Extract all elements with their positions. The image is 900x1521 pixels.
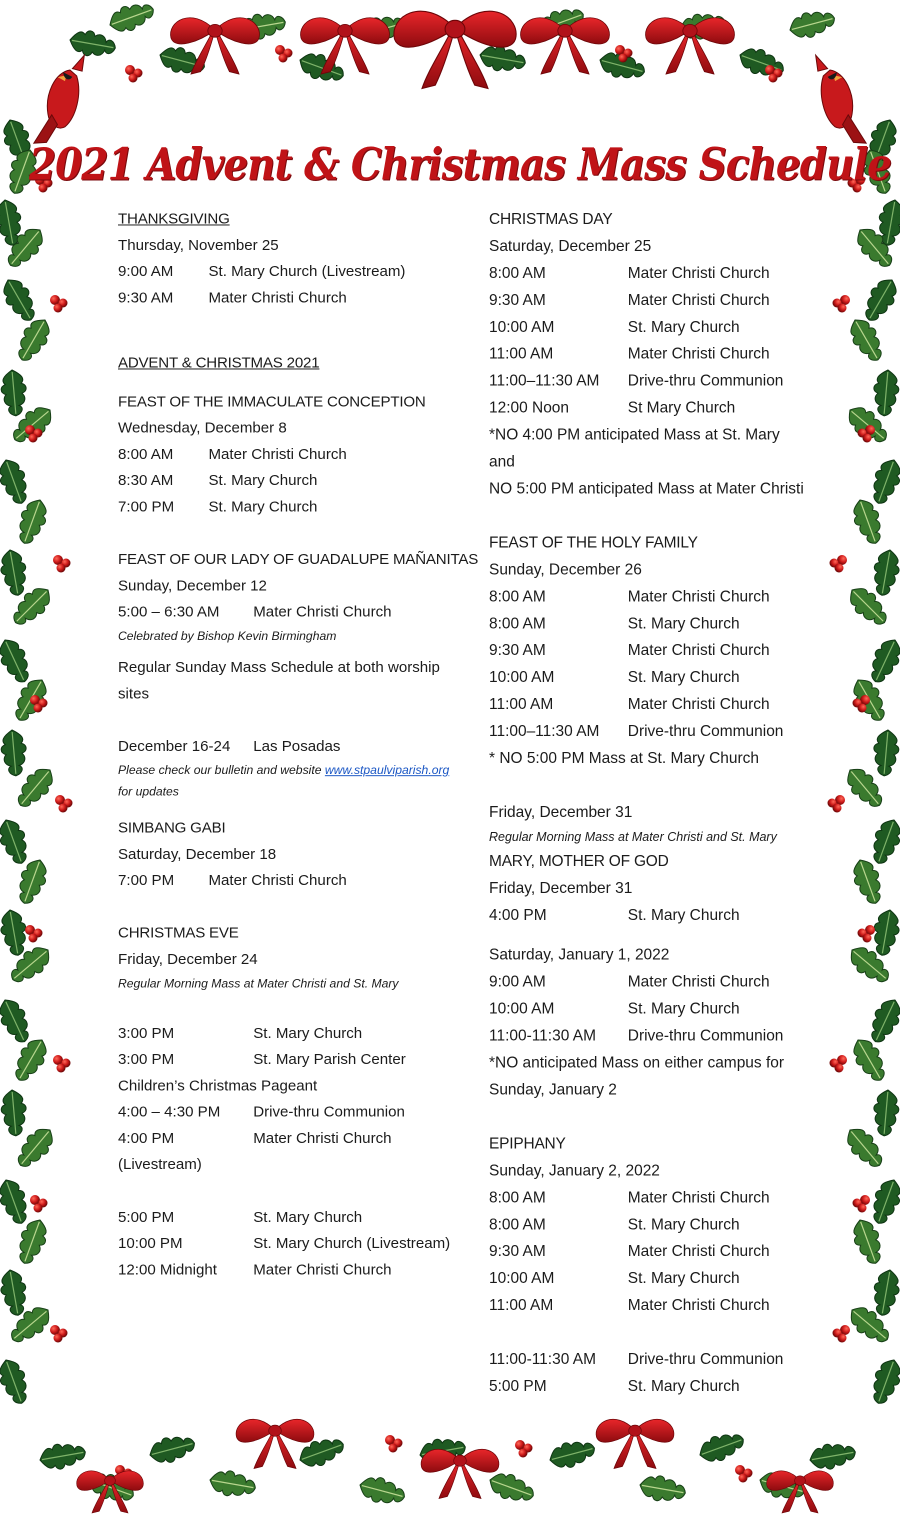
schedule-row <box>489 902 808 929</box>
mass-location: Mater Christi Church <box>627 345 770 363</box>
event-name: Las Posadas <box>253 738 341 755</box>
schedule-row <box>118 1125 454 1151</box>
mass-location: Mater Christi Church <box>627 696 770 714</box>
schedule-row <box>489 368 808 395</box>
mass-location: Drive-thru Communion <box>627 1027 784 1045</box>
regular-sunday-line-1: Regular Sunday Mass Schedule at both worship <box>118 659 440 676</box>
mass-time: 11:00–11:30 AM <box>489 372 600 390</box>
dec31-date: Friday, December 31 <box>489 803 633 821</box>
schedule-row <box>489 1211 808 1238</box>
pageant-label: Children’s Christmas Pageant <box>118 1077 318 1095</box>
mass-location: Mater Christi Church <box>208 872 347 890</box>
holy-family-note: * NO 5:00 PM Mass at St. Mary Church <box>489 750 760 768</box>
mass-time: 8:00 AM <box>489 1216 546 1234</box>
schedule-row <box>118 1204 454 1230</box>
schedule-row <box>489 1184 808 1211</box>
schedule-row <box>118 1099 454 1125</box>
mass-location: St. Mary Church <box>627 1000 740 1018</box>
parish-website-link[interactable]: www.stpaulviparish.org <box>324 763 450 778</box>
schedule-row <box>489 395 808 422</box>
schedule-row <box>489 1023 808 1050</box>
mary-mother-heading: MARY, MOTHER OF GOD <box>489 852 669 870</box>
jan2-note-1: *NO anticipated Mass on either campus for <box>489 1054 785 1072</box>
mass-location: Mater Christi Church <box>627 291 770 309</box>
mass-time: 9:30 AM <box>118 289 174 307</box>
mass-location: St. Mary Church <box>627 1270 740 1288</box>
schedule-row <box>489 718 808 745</box>
christmas-day-note-1: *NO 4:00 PM anticipated Mass at St. Mary <box>489 426 780 444</box>
mass-time: 4:00 PM <box>118 1130 175 1147</box>
mass-location: Drive-thru Communion <box>253 1104 405 1121</box>
mass-location: Mater Christi Church <box>627 973 770 991</box>
schedule-row <box>118 1257 454 1283</box>
dec31-note: Regular Morning Mass at Mater Christi and St. Mary <box>489 829 777 844</box>
advent-heading: ADVENT & CHRISTMAS 2021 <box>118 354 320 372</box>
mass-location: St. Mary Church <box>627 1378 740 1396</box>
christmas-day-heading: CHRISTMAS DAY <box>489 210 613 228</box>
mass-location: St. Mary Church (Livestream) <box>208 263 406 280</box>
christmas-day-date: Saturday, December 25 <box>489 237 652 255</box>
schedule-row <box>489 287 808 314</box>
guadalupe-date: Sunday, December 12 <box>118 577 267 595</box>
schedule-row <box>489 260 808 287</box>
schedule-row <box>489 1292 808 1319</box>
regular-sunday-line-2: sites <box>118 685 150 703</box>
mass-time: 12:00 Midnight <box>118 1261 217 1279</box>
schedule-row <box>489 1346 808 1373</box>
schedule-row <box>489 996 808 1023</box>
mass-location: Mater Christi Church <box>627 588 770 606</box>
holy-family-date: Sunday, December 26 <box>489 561 642 579</box>
mass-location: Mater Christi Church <box>627 642 770 660</box>
mass-time: 11:00–11:30 AM <box>489 723 600 741</box>
schedule-row <box>118 868 454 894</box>
schedule-row <box>118 1047 454 1073</box>
simbang-heading: SIMBANG GABI <box>118 819 226 837</box>
immaculate-heading: FEAST OF THE IMMACULATE CONCEPTION <box>118 393 426 411</box>
thanksgiving-date: Thursday, November 25 <box>118 237 279 254</box>
mass-location: St Mary Church <box>627 399 736 417</box>
mass-location: Mater Christi Church <box>627 264 770 282</box>
mass-time: 9:30 AM <box>489 291 546 309</box>
mass-time: 12:00 Noon <box>489 399 570 417</box>
schedule-row <box>489 1265 808 1292</box>
mass-time: 8:00 AM <box>118 446 174 463</box>
livestream-label: (Livestream) <box>118 1156 202 1174</box>
mass-location: Mater Christi Church <box>253 603 392 621</box>
mass-location: Drive-thru Communion <box>627 372 784 390</box>
mass-location: St. Mary Church <box>208 498 318 516</box>
guadalupe-note: Celebrated by Bishop Kevin Birmingham <box>118 629 337 643</box>
mass-time: 5:00 – 6:30 AM <box>118 603 220 621</box>
posadas-note-text: Please check our bulletin and website <box>118 763 325 778</box>
epiphany-date: Sunday, January 2, 2022 <box>489 1162 660 1180</box>
mass-time: 7:00 PM <box>118 872 175 890</box>
christmas-eve-note: Regular Morning Mass at Mater Christi and St. Mary <box>118 976 399 991</box>
mass-time: 10:00 AM <box>489 669 555 687</box>
mass-time: 10:00 PM <box>118 1235 183 1252</box>
mass-location: Drive-thru Communion <box>627 1351 784 1369</box>
mass-location: Mater Christi Church <box>627 1189 770 1207</box>
schedule-row <box>118 599 454 625</box>
holy-family-heading: FEAST OF THE HOLY FAMILY <box>489 534 698 552</box>
mass-time: 8:00 AM <box>489 588 546 606</box>
mass-time: 8:00 AM <box>489 615 546 633</box>
thanksgiving-heading: THANKSGIVING <box>118 210 230 228</box>
mass-location: St. Mary Church (Livestream) <box>253 1235 451 1252</box>
mass-time: 3:00 PM <box>118 1025 175 1042</box>
mass-time: 11:00-11:30 AM <box>489 1027 596 1045</box>
mass-location: St. Mary Church <box>253 1209 363 1226</box>
mass-location: St. Mary Church <box>627 1216 740 1234</box>
page-title: 2021 Advent & Christmas Mass Schedule <box>29 139 891 191</box>
mass-time: 10:00 AM <box>489 318 555 336</box>
schedule-row <box>489 583 808 610</box>
mass-time: 10:00 AM <box>489 1000 555 1018</box>
schedule-row <box>489 1373 808 1400</box>
schedule-row <box>489 1238 808 1265</box>
mass-location: St. Mary Church <box>627 669 740 687</box>
mass-time: 9:30 AM <box>489 1243 546 1261</box>
schedule-row <box>118 441 454 467</box>
mass-time: 4:00 PM <box>489 906 547 924</box>
mass-time: 9:00 AM <box>118 263 174 280</box>
schedule-row <box>489 969 808 996</box>
mass-time: 8:30 AM <box>118 472 174 490</box>
mass-time: 3:00 PM <box>118 1051 175 1069</box>
mass-time: 11:00 AM <box>489 696 554 714</box>
schedule-row <box>118 259 454 285</box>
jan2-note-2: Sunday, January 2 <box>489 1081 617 1099</box>
schedule-row <box>118 285 454 311</box>
mass-time: 7:00 PM <box>118 498 175 516</box>
mass-time: 8:00 AM <box>489 264 546 282</box>
left-column <box>118 206 479 1283</box>
immaculate-date: Wednesday, December 8 <box>118 420 287 437</box>
guadalupe-heading: FEAST OF OUR LADY OF GUADALUPE MAÑANITAS <box>118 551 479 568</box>
christmas-day-note-3: NO 5:00 PM anticipated Mass at Mater Christi <box>489 480 804 498</box>
schedule-row <box>489 691 808 718</box>
schedule-row <box>118 1231 454 1257</box>
mass-location: Drive-thru Communion <box>627 723 784 741</box>
mass-time: 11:00 AM <box>489 345 554 363</box>
schedule-row <box>489 664 808 691</box>
epiphany-heading: EPIPHANY <box>489 1135 566 1153</box>
mass-time: 11:00-11:30 AM <box>489 1351 596 1369</box>
schedule-row <box>118 468 454 494</box>
mary-mother-date: Friday, December 31 <box>489 879 633 897</box>
mass-location: Mater Christi Church <box>253 1261 392 1279</box>
mass-time: 9:00 AM <box>489 973 546 991</box>
mass-time: 10:00 AM <box>489 1270 555 1288</box>
mass-time: 8:00 AM <box>489 1189 546 1207</box>
mass-time: 4:00 – 4:30 PM <box>118 1104 221 1121</box>
simbang-date: Saturday, December 18 <box>118 846 277 863</box>
mass-location: Mater Christi Church <box>627 1243 770 1261</box>
schedule-row <box>489 314 808 341</box>
schedule-row <box>489 610 808 637</box>
jan1-date: Saturday, January 1, 2022 <box>489 946 670 964</box>
right-column <box>489 206 808 1400</box>
mass-location: St. Mary Church <box>627 615 740 633</box>
mass-time: 5:00 PM <box>489 1378 547 1396</box>
mass-time: 11:00 AM <box>489 1297 554 1315</box>
mass-location: St. Mary Church <box>627 906 740 924</box>
christmas-eve-heading: CHRISTMAS EVE <box>118 925 239 942</box>
schedule-row <box>489 637 808 664</box>
mass-location: Mater Christi Church <box>208 446 347 463</box>
schedule-row <box>118 1020 454 1046</box>
mass-location: St. Mary Church <box>208 472 318 490</box>
christmas-eve-date: Friday, December 24 <box>118 951 258 968</box>
christmas-day-note-2: and <box>489 453 515 471</box>
mass-time: 5:00 PM <box>118 1209 175 1226</box>
posadas-note <box>118 760 454 781</box>
mass-location: St. Mary Parish Center <box>253 1051 406 1069</box>
mass-location: Mater Christi Church <box>208 289 347 307</box>
schedule-row <box>118 494 454 520</box>
schedule-row <box>489 341 808 368</box>
event-dates: December 16-24 <box>118 738 231 755</box>
mass-location: St. Mary Church <box>627 318 740 336</box>
mass-location: Mater Christi Church <box>253 1130 392 1147</box>
schedule-row <box>118 733 454 759</box>
mass-location: Mater Christi Church <box>627 1297 770 1315</box>
mass-location: St. Mary Church <box>253 1025 363 1042</box>
posadas-note-suffix: for updates <box>118 784 179 799</box>
mass-time: 9:30 AM <box>489 642 546 660</box>
